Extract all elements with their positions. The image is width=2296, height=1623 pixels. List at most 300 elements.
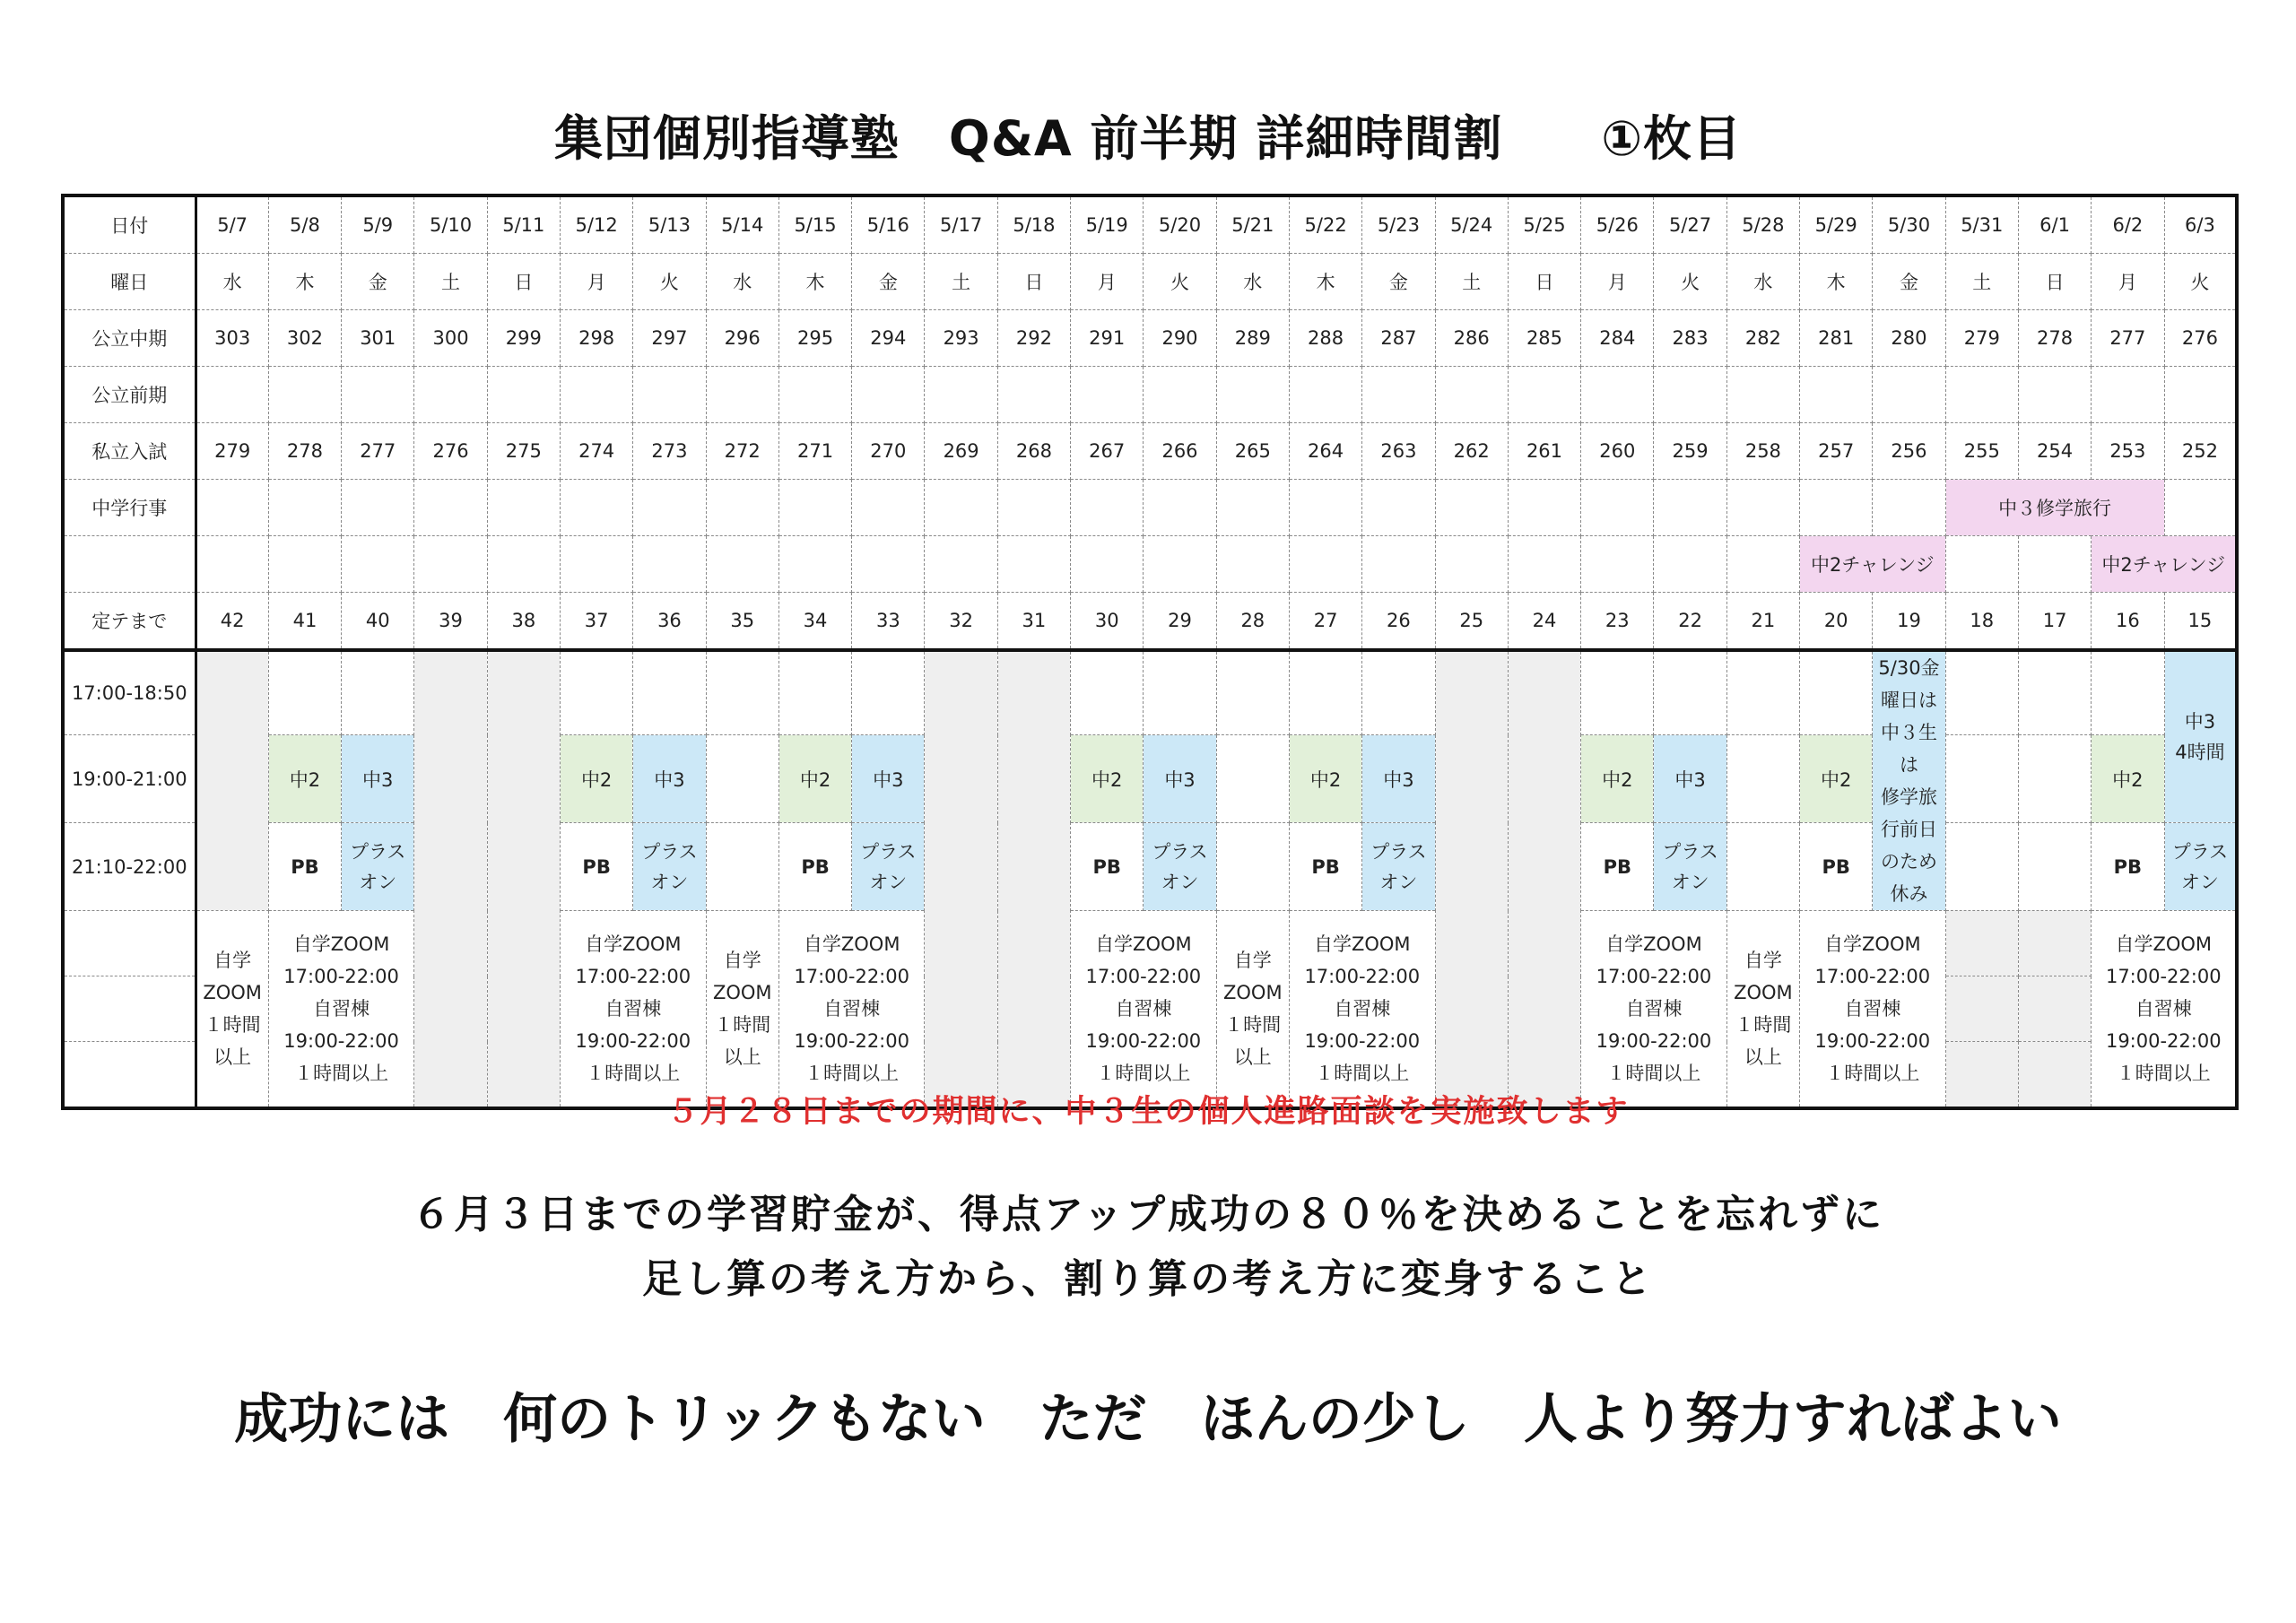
date-cell: 5/20 — [1144, 195, 1216, 254]
event-cell — [342, 480, 414, 536]
public-early-cell — [778, 367, 851, 423]
public-mid-cell: 289 — [1216, 310, 1289, 367]
date-cell: 6/2 — [2092, 195, 2164, 254]
date-cell: 5/31 — [1945, 195, 2018, 254]
public-mid-cell: 279 — [1945, 310, 2018, 367]
date-cell: 5/25 — [1508, 195, 1580, 254]
zoom-line: 自学ZOOM — [1313, 933, 1411, 955]
zoom-line: 自学 — [723, 950, 761, 971]
public-early-cell — [1800, 367, 1873, 423]
until-test-cell: 41 — [268, 593, 341, 651]
zoom-short-cell — [196, 911, 268, 1109]
zoom-long-cell — [778, 911, 925, 1109]
event-cell — [633, 480, 706, 536]
closed-day-cell — [925, 650, 997, 1108]
interview-notice: ５月２８日までの期間に、中３生の個人進路面談を実施致します — [666, 1094, 1630, 1130]
until-test-cell: 36 — [633, 593, 706, 651]
time-label: 17:00-18:50 — [63, 650, 196, 735]
public-mid-cell: 282 — [1726, 310, 1799, 367]
date-cell: 5/10 — [414, 195, 487, 254]
weekday-cell: 月 — [1071, 254, 1144, 310]
zoom-line: 19:00-22:00 — [2105, 1030, 2222, 1052]
private-exam-cell: 274 — [560, 423, 632, 480]
event-cell — [1508, 536, 1580, 593]
empty-slot-cell — [268, 650, 341, 735]
date-cell: 5/26 — [1581, 195, 1654, 254]
until-test-cell: 30 — [1071, 593, 1144, 651]
private-exam-cell: 267 — [1071, 423, 1144, 480]
c2-class-cell: 中2 — [1289, 735, 1361, 823]
zoom-line: ZOOM — [712, 982, 772, 1003]
zoom-line: １時間 — [204, 1014, 261, 1036]
public-early-cell — [925, 367, 997, 423]
event-cell — [1216, 536, 1289, 593]
private-exam-cell: 262 — [1435, 423, 1508, 480]
weekday-cell: 土 — [1945, 254, 2018, 310]
empty-slot-cell — [778, 650, 851, 735]
zoom-line: 以上 — [213, 1046, 252, 1068]
c3-class-cell: 中3 — [633, 735, 706, 823]
empty-slot-cell — [1726, 650, 1799, 735]
event-cell — [778, 480, 851, 536]
private-exam-cell: 277 — [342, 423, 414, 480]
event-cell — [633, 536, 706, 593]
zoom-line: １時間 — [1224, 1014, 1282, 1036]
zoom-short-cell — [1216, 911, 1289, 1109]
empty-slot-cell — [1726, 735, 1799, 823]
page-title: 集団個別指導塾 Q&A 前半期 詳細時間割 ①枚目 — [553, 110, 1743, 167]
weekday-cell: 水 — [706, 254, 778, 310]
public-mid-cell: 292 — [997, 310, 1070, 367]
public-early-cell — [1726, 367, 1799, 423]
closed-notice-line: 5/30金曜日は — [1878, 657, 1940, 711]
until-test-cell: 38 — [487, 593, 560, 651]
zoom-line: 17:00-22:00 — [1304, 966, 1421, 987]
zoom-long-cell — [2092, 911, 2238, 1109]
school-trip-event: 中３修学旅行 — [1945, 480, 2164, 536]
closed-slot-cell — [2018, 976, 2091, 1042]
private-exam-cell: 252 — [2164, 423, 2237, 480]
until-test-cell: 24 — [1508, 593, 1580, 651]
zoom-short-cell — [706, 911, 778, 1109]
public-mid-cell: 285 — [1508, 310, 1580, 367]
class-label: オン — [359, 871, 397, 893]
date-cell: 5/19 — [1071, 195, 1144, 254]
public-early-cell — [1654, 367, 1726, 423]
public-mid-label-row — [63, 310, 2237, 367]
empty-slot-cell — [1216, 823, 1289, 911]
public-mid-cell: 276 — [2164, 310, 2237, 367]
challenge-row — [63, 536, 2237, 593]
empty-slot-cell — [1289, 650, 1361, 735]
date-cell: 5/27 — [1654, 195, 1726, 254]
class-label: オン — [1161, 871, 1199, 893]
empty-slot-cell — [1726, 823, 1799, 911]
date-cell: 5/7 — [196, 195, 268, 254]
event-cell — [1726, 480, 1799, 536]
zoom-long-cell — [1289, 911, 1435, 1109]
weekday-cell: 火 — [1654, 254, 1726, 310]
self-study-label — [63, 911, 196, 976]
zoom-line: 自学ZOOM — [584, 933, 682, 955]
weekday-cell: 水 — [1726, 254, 1799, 310]
date-cell: 5/8 — [268, 195, 341, 254]
event-cell — [1726, 536, 1799, 593]
event-cell — [852, 480, 925, 536]
public-mid-cell: 298 — [560, 310, 632, 367]
zoom-line: １時間以上 — [804, 1063, 900, 1084]
zoom-line: １時間 — [714, 1014, 771, 1036]
class-label: プラス — [1370, 840, 1427, 863]
weekday-cell: 金 — [1362, 254, 1435, 310]
event-cell — [1216, 480, 1289, 536]
date-cell: 5/15 — [778, 195, 851, 254]
public-mid-cell: 295 — [778, 310, 851, 367]
class-label: 4時間 — [2175, 742, 2225, 764]
date-cell: 5/22 — [1289, 195, 1361, 254]
plus-on-class-cell — [633, 823, 706, 911]
event-cell — [1289, 480, 1361, 536]
public-mid-cell: 296 — [706, 310, 778, 367]
until-test-cell: 19 — [1873, 593, 1945, 651]
private-exam-cell: 256 — [1873, 423, 1945, 480]
public-early-cell — [1435, 367, 1508, 423]
private-exam-cell: 270 — [852, 423, 925, 480]
event-cell — [1800, 480, 1873, 536]
closed-slot-cell — [1945, 911, 2018, 976]
public-early-cell — [1945, 367, 2018, 423]
zoom-long-cell — [1071, 911, 1217, 1109]
public-early-cell — [414, 367, 487, 423]
closed-slot-cell — [2018, 911, 2091, 976]
until-test-cell: 23 — [1581, 593, 1654, 651]
event-cell — [342, 536, 414, 593]
closed-notice-line: のため休み — [1880, 851, 1937, 905]
event-cell — [268, 480, 341, 536]
date-cell: 6/3 — [2164, 195, 2237, 254]
closed-day-cell — [487, 650, 560, 1108]
date-cell: 5/12 — [560, 195, 632, 254]
event-cell — [925, 536, 997, 593]
c3-class-cell: 中3 — [1654, 735, 1726, 823]
event-cell — [1435, 536, 1508, 593]
zoom-line: １時間以上 — [294, 1063, 389, 1084]
weekday-cell: 火 — [1144, 254, 1216, 310]
weekday-cell: 水 — [196, 254, 268, 310]
date-cell: 5/9 — [342, 195, 414, 254]
pb-class-cell: PB — [1071, 823, 1144, 911]
self-study-row — [63, 911, 2237, 976]
date-cell: 5/16 — [852, 195, 925, 254]
private-exam-cell: 254 — [2018, 423, 2091, 480]
zoom-line: ZOOM — [203, 982, 262, 1003]
pb-class-cell: PB — [1581, 823, 1654, 911]
zoom-line: １時間以上 — [1825, 1063, 1920, 1084]
event-cell — [1362, 480, 1435, 536]
event-cell — [2018, 536, 2091, 593]
pb-class-cell: PB — [268, 823, 341, 911]
private-exam-cell: 266 — [1144, 423, 1216, 480]
empty-slot-cell — [1144, 650, 1216, 735]
class-label: オン — [1671, 871, 1709, 893]
date-cell: 5/17 — [925, 195, 997, 254]
private-exam-cell: 258 — [1726, 423, 1799, 480]
c3-class-cell: 中3 — [1362, 735, 1435, 823]
event-cell — [778, 536, 851, 593]
event-cell — [1945, 536, 2018, 593]
public-mid-cell: 299 — [487, 310, 560, 367]
class-label: プラス — [350, 840, 406, 863]
zoom-long-cell — [560, 911, 706, 1109]
class-label: オン — [2180, 871, 2219, 893]
until-test-cell: 17 — [2018, 593, 2091, 651]
c2-class-cell: 中2 — [2092, 735, 2164, 823]
class-label: 中3 — [2184, 711, 2216, 733]
private-exam-cell: 269 — [925, 423, 997, 480]
closed-notice-line: 中３生は — [1880, 722, 1937, 776]
event-cell — [1581, 480, 1654, 536]
public-early-cell — [1873, 367, 1945, 423]
public-early-cell — [633, 367, 706, 423]
pb-class-cell: PB — [1289, 823, 1361, 911]
event-cell — [1581, 536, 1654, 593]
zoom-line: 17:00-22:00 — [283, 966, 399, 987]
public-early-cell — [1581, 367, 1654, 423]
event-cell — [1435, 480, 1508, 536]
zoom-line: 19:00-22:00 — [1596, 1030, 1712, 1052]
zoom-line: 以上 — [1233, 1046, 1272, 1068]
date-cell: 5/18 — [997, 195, 1070, 254]
public-early-cell — [997, 367, 1070, 423]
until-test-cell: 21 — [1726, 593, 1799, 651]
public-mid-cell: 278 — [2018, 310, 2091, 367]
motto: 成功には 何のトリックもない ただ ほんの少し 人より努力すればよい — [234, 1388, 2062, 1451]
time-slot-row — [63, 650, 2237, 735]
weekday-label: 曜日 — [63, 254, 196, 310]
class-label: オン — [1379, 871, 1418, 893]
event-cell — [1654, 536, 1726, 593]
private-exam-cell: 268 — [997, 423, 1070, 480]
public-mid-cell: 290 — [1144, 310, 1216, 367]
empty-slot-cell — [706, 735, 778, 823]
empty-slot-cell — [1945, 823, 2018, 911]
public-mid-cell: 301 — [342, 310, 414, 367]
event-cell — [560, 480, 632, 536]
zoom-line: 自学 — [213, 950, 252, 971]
until-test-cell: 42 — [196, 593, 268, 651]
class-label: プラス — [1152, 840, 1208, 863]
until-test-label: 定テまで — [63, 593, 196, 651]
closed-day-cell — [414, 650, 487, 1108]
zoom-line: １時間以上 — [586, 1063, 681, 1084]
private-exam-cell: 265 — [1216, 423, 1289, 480]
zoom-line: 自習棟 — [1844, 998, 1901, 1020]
public-early-cell — [1362, 367, 1435, 423]
school-events-row — [63, 480, 2237, 536]
zoom-line: １時間以上 — [1606, 1063, 1701, 1084]
school-events-label: 中学行事 — [63, 480, 196, 536]
zoom-line: １時間以上 — [2116, 1063, 2211, 1084]
weekday-cell: 日 — [1508, 254, 1580, 310]
event-cell — [997, 480, 1070, 536]
c3-class-cell: 中3 — [852, 735, 925, 823]
zoom-line: 自学 — [1744, 950, 1782, 971]
weekday-label-row — [63, 254, 2237, 310]
private-exam-cell: 263 — [1362, 423, 1435, 480]
empty-slot-cell — [2018, 735, 2091, 823]
public-early-cell — [1216, 367, 1289, 423]
event-cell — [852, 536, 925, 593]
public-mid-cell: 297 — [633, 310, 706, 367]
class-label: オン — [650, 871, 689, 893]
zoom-line: 17:00-22:00 — [794, 966, 909, 987]
private-exam-cell: 257 — [1800, 423, 1873, 480]
empty-slot-cell — [1581, 650, 1654, 735]
public-early-cell — [1508, 367, 1580, 423]
weekday-cell: 火 — [2164, 254, 2237, 310]
until-test-cell: 40 — [342, 593, 414, 651]
event-cell — [487, 536, 560, 593]
public-early-cell — [706, 367, 778, 423]
empty-slot-cell — [706, 650, 778, 735]
public-mid-cell: 287 — [1362, 310, 1435, 367]
event-cell — [1144, 536, 1216, 593]
until-test-cell: 35 — [706, 593, 778, 651]
zoom-line: 自習棟 — [604, 998, 662, 1020]
class-label: プラス — [860, 840, 917, 863]
zoom-line: 17:00-22:00 — [1596, 966, 1712, 987]
zoom-line: １時間以上 — [1096, 1063, 1191, 1084]
private-exam-cell: 260 — [1581, 423, 1654, 480]
weekday-cell: 木 — [268, 254, 341, 310]
event-cell — [268, 536, 341, 593]
weekday-cell: 金 — [1873, 254, 1945, 310]
event-cell — [196, 480, 268, 536]
zoom-line: 17:00-22:00 — [2105, 966, 2222, 987]
c3-class-cell: 中3 — [1144, 735, 1216, 823]
pb-class-cell: PB — [1800, 823, 1873, 911]
event-cell — [997, 536, 1070, 593]
date-cell: 5/11 — [487, 195, 560, 254]
c2-class-cell: 中2 — [778, 735, 851, 823]
public-early-cell — [2164, 367, 2237, 423]
zoom-line: 自学ZOOM — [292, 933, 390, 955]
weekday-cell: 月 — [2092, 254, 2164, 310]
zoom-line: 自習棟 — [313, 998, 370, 1020]
plus-on-class-cell — [852, 823, 925, 911]
event-cell — [414, 480, 487, 536]
weekday-cell: 水 — [1216, 254, 1289, 310]
challenge-label — [63, 536, 196, 593]
until-test-cell: 25 — [1435, 593, 1508, 651]
event-cell — [1508, 480, 1580, 536]
weekday-cell: 土 — [414, 254, 487, 310]
zoom-line: ZOOM — [1223, 982, 1283, 1003]
empty-slot-cell — [633, 650, 706, 735]
public-mid-cell: 293 — [925, 310, 997, 367]
plus-on-class-cell — [1144, 823, 1216, 911]
zoom-line: 自習棟 — [1625, 998, 1683, 1020]
private-exam-label: 私立入試 — [63, 423, 196, 480]
zoom-line: 以上 — [723, 1046, 761, 1068]
schedule-table — [61, 194, 2239, 1110]
zoom-line: ZOOM — [1734, 982, 1793, 1003]
private-exam-cell: 259 — [1654, 423, 1726, 480]
public-mid-cell: 280 — [1873, 310, 1945, 367]
weekday-cell: 木 — [1800, 254, 1873, 310]
zoom-line: 19:00-22:00 — [1814, 1030, 1931, 1052]
event-cell — [706, 480, 778, 536]
private-exam-cell: 273 — [633, 423, 706, 480]
public-early-cell — [1144, 367, 1216, 423]
empty-slot-cell — [1216, 650, 1289, 735]
until-test-cell: 20 — [1800, 593, 1873, 651]
date-label: 日付 — [63, 195, 196, 254]
date-cell: 5/30 — [1873, 195, 1945, 254]
plus-on-class-cell — [1362, 823, 1435, 911]
private-exam-cell: 271 — [778, 423, 851, 480]
public-mid-cell: 291 — [1071, 310, 1144, 367]
closed-evening-cell — [196, 650, 268, 911]
private-exam-cell: 275 — [487, 423, 560, 480]
private-exam-cell: 276 — [414, 423, 487, 480]
class-label: プラス — [2171, 840, 2229, 863]
public-mid-cell: 302 — [268, 310, 341, 367]
weekday-cell: 日 — [2018, 254, 2091, 310]
public-early-cell — [2092, 367, 2164, 423]
until-test-cell: 37 — [560, 593, 632, 651]
zoom-line: 自習棟 — [2135, 998, 2192, 1020]
c2-class-cell: 中2 — [560, 735, 632, 823]
zoom-line: 17:00-22:00 — [575, 966, 691, 987]
until-test-cell: 32 — [925, 593, 997, 651]
empty-slot-cell — [1216, 735, 1289, 823]
zoom-line: 17:00-22:00 — [1814, 966, 1931, 987]
until-test-cell: 22 — [1654, 593, 1726, 651]
plus-on-class-cell — [2164, 823, 2237, 911]
empty-slot-cell — [342, 650, 414, 735]
event-cell — [706, 536, 778, 593]
zoom-line: 19:00-22:00 — [1304, 1030, 1421, 1052]
public-mid-cell: 277 — [2092, 310, 2164, 367]
message-line-2: 足し算の考え方から、割り算の考え方に変身すること — [642, 1256, 1654, 1302]
date-cell: 5/23 — [1362, 195, 1435, 254]
zoom-line: 19:00-22:00 — [1085, 1030, 1202, 1052]
empty-slot-cell — [2018, 650, 2091, 735]
time-label: 21:10-22:00 — [63, 823, 196, 911]
public-early-label: 公立前期 — [63, 367, 196, 423]
until-test-cell: 26 — [1362, 593, 1435, 651]
zoom-line: 19:00-22:00 — [283, 1030, 399, 1052]
public-mid-cell: 303 — [196, 310, 268, 367]
until-test-cell: 29 — [1144, 593, 1216, 651]
public-early-cell — [1289, 367, 1361, 423]
closed-slot-cell — [1945, 976, 2018, 1042]
class-label: オン — [869, 871, 908, 893]
plus-on-class-cell — [1654, 823, 1726, 911]
public-mid-cell: 281 — [1800, 310, 1873, 367]
private-exam-label-row — [63, 423, 2237, 480]
event-cell — [487, 480, 560, 536]
event-cell — [1362, 536, 1435, 593]
weekday-cell: 日 — [997, 254, 1070, 310]
until-test-cell: 16 — [2092, 593, 2164, 651]
weekday-cell: 月 — [560, 254, 632, 310]
self-study-label — [63, 976, 196, 1042]
empty-slot-cell — [1945, 650, 2018, 735]
public-early-cell — [1071, 367, 1144, 423]
private-exam-cell: 278 — [268, 423, 341, 480]
